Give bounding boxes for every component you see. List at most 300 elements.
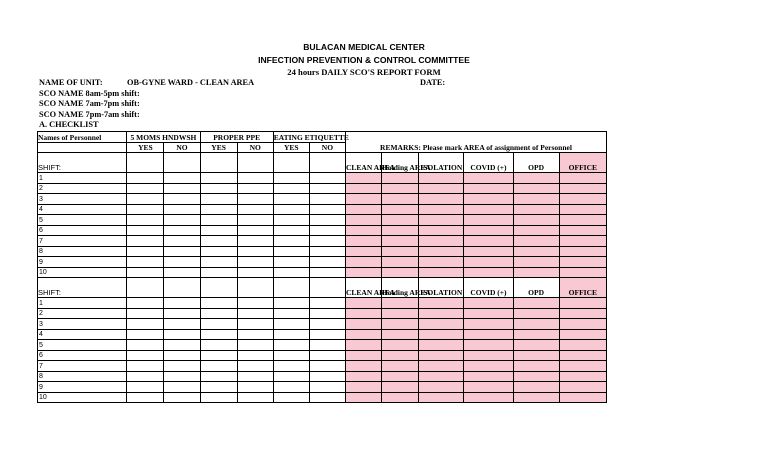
area-cell[interactable] [513,173,559,184]
area-cell[interactable] [513,392,559,403]
area-cell[interactable] [513,329,559,340]
check-cell[interactable] [200,246,237,257]
check-cell[interactable] [237,350,273,361]
area-cell[interactable] [382,371,419,382]
check-cell[interactable] [164,371,200,382]
area-cell[interactable] [382,267,419,278]
row-number[interactable]: 2 [38,308,127,319]
area-cell[interactable] [345,319,381,330]
check-cell[interactable] [309,392,345,403]
area-cell[interactable] [345,267,381,278]
check-cell[interactable] [309,350,345,361]
check-cell[interactable] [309,153,345,173]
area-cell[interactable] [382,382,419,393]
check-cell[interactable] [273,350,309,361]
committee-title: INFECTION PREVENTION & CONTROL COMMITTEE [258,55,470,65]
row-number[interactable]: 9 [38,257,127,268]
area-cell[interactable] [419,204,464,215]
row-number[interactable]: 2 [38,183,127,194]
area-header-5: OFFICE [559,153,606,173]
check-cell[interactable] [200,308,237,319]
check-cell[interactable] [237,183,273,194]
table-row [38,298,607,309]
check-cell[interactable] [127,392,164,403]
area-cell[interactable] [345,392,381,403]
check-cell[interactable] [127,173,164,184]
check-cell[interactable] [309,246,345,257]
area-cell[interactable] [559,319,606,330]
check-cell[interactable] [164,257,200,268]
area-cell[interactable] [419,308,464,319]
check-cell[interactable] [273,267,309,278]
area-cell[interactable] [464,183,513,194]
row-number[interactable]: 6 [38,225,127,236]
area-cell[interactable] [345,371,381,382]
check-cell[interactable] [164,329,200,340]
area-cell[interactable] [345,194,381,205]
area-cell[interactable] [464,329,513,340]
check-cell[interactable] [200,173,237,184]
area-cell[interactable] [559,236,606,247]
area-cell[interactable] [345,173,381,184]
check-cell[interactable] [309,204,345,215]
table-row [38,382,607,393]
area-cell[interactable] [382,350,419,361]
area-cell[interactable] [513,371,559,382]
area-cell[interactable] [382,257,419,268]
area-cell[interactable] [513,194,559,205]
shift-label: SHIFT: [38,278,127,298]
check-cell[interactable] [200,392,237,403]
check-cell[interactable] [309,361,345,372]
table-row [38,257,607,268]
check-cell[interactable] [127,278,164,298]
area-cell[interactable] [464,308,513,319]
sco-7pm-label: SCO NAME 7pm-7am shift: [39,110,140,119]
check-cell[interactable] [309,278,345,298]
check-cell[interactable] [309,215,345,226]
check-cell[interactable] [200,257,237,268]
check-cell[interactable] [273,225,309,236]
area-cell[interactable] [513,225,559,236]
check-cell[interactable] [164,278,200,298]
area-cell[interactable] [419,257,464,268]
check-cell[interactable] [237,319,273,330]
check-cell[interactable] [273,308,309,319]
row-number[interactable]: 9 [38,382,127,393]
check-cell[interactable] [309,267,345,278]
area-cell[interactable] [345,308,381,319]
date-label: DATE: [420,78,446,87]
check-cell[interactable] [127,371,164,382]
check-cell[interactable] [127,308,164,319]
check-cell[interactable] [164,361,200,372]
check-cell[interactable] [200,350,237,361]
area-cell[interactable] [382,361,419,372]
check-cell[interactable] [273,153,309,173]
area-cell[interactable] [382,204,419,215]
row-number[interactable]: 5 [38,215,127,226]
area-cell[interactable] [345,183,381,194]
area-cell[interactable] [559,183,606,194]
area-cell[interactable] [559,194,606,205]
check-cell[interactable] [164,194,200,205]
unit-value: OB-GYNE WARD - CLEAN AREA [127,78,255,87]
check-cell[interactable] [127,153,164,173]
area-cell[interactable] [559,267,606,278]
check-cell[interactable] [200,329,237,340]
area-cell[interactable] [345,236,381,247]
check-cell[interactable] [309,382,345,393]
area-cell[interactable] [419,350,464,361]
area-cell[interactable] [559,382,606,393]
area-cell[interactable] [513,319,559,330]
area-cell[interactable] [382,183,419,194]
area-cell[interactable] [345,246,381,257]
check-cell[interactable] [164,392,200,403]
row-number[interactable]: 4 [38,204,127,215]
area-cell[interactable] [382,236,419,247]
row-number[interactable]: 6 [38,350,127,361]
area-cell[interactable] [559,392,606,403]
check-cell[interactable] [273,382,309,393]
area-cell[interactable] [345,350,381,361]
check-cell[interactable] [164,308,200,319]
area-cell[interactable] [464,173,513,184]
area-cell[interactable] [513,298,559,309]
area-cell[interactable] [559,361,606,372]
table-row [38,173,607,184]
check-cell[interactable] [164,225,200,236]
area-cell[interactable] [382,246,419,257]
check-cell[interactable] [200,153,237,173]
row-number[interactable]: 1 [38,298,127,309]
area-header-1: Holding AREA [382,153,419,173]
row-number[interactable]: 3 [38,319,127,330]
check-cell[interactable] [237,329,273,340]
area-cell[interactable] [513,361,559,372]
check-cell[interactable] [127,194,164,205]
check-cell[interactable] [237,298,273,309]
area-cell[interactable] [559,340,606,351]
check-cell[interactable] [273,371,309,382]
check-cell[interactable] [164,382,200,393]
area-cell[interactable] [382,173,419,184]
area-cell[interactable] [382,215,419,226]
area-cell[interactable] [464,215,513,226]
area-cell[interactable] [559,371,606,382]
check-cell[interactable] [237,236,273,247]
area-cell[interactable] [464,361,513,372]
check-cell[interactable] [164,173,200,184]
area-cell[interactable] [559,257,606,268]
check-cell[interactable] [200,194,237,205]
area-cell[interactable] [464,371,513,382]
check-cell[interactable] [273,361,309,372]
area-cell[interactable] [464,340,513,351]
check-cell[interactable] [127,267,164,278]
check-cell[interactable] [127,215,164,226]
area-cell[interactable] [382,319,419,330]
area-cell[interactable] [464,225,513,236]
area-cell[interactable] [419,173,464,184]
check-cell[interactable] [273,246,309,257]
check-cell[interactable] [200,361,237,372]
check-cell[interactable] [309,194,345,205]
check-cell[interactable] [309,236,345,247]
check-cell[interactable] [200,298,237,309]
check-cell[interactable] [237,225,273,236]
table-row [38,392,607,403]
check-cell[interactable] [237,308,273,319]
check-cell[interactable] [127,340,164,351]
check-cell[interactable] [273,236,309,247]
area-cell[interactable] [513,308,559,319]
area-cell[interactable] [419,329,464,340]
check-cell[interactable] [237,267,273,278]
check-cell[interactable] [200,204,237,215]
area-cell[interactable] [464,267,513,278]
check-cell[interactable] [237,340,273,351]
check-cell[interactable] [273,257,309,268]
form-title: 24 hours DAILY SCO'S REPORT FORM [287,67,441,77]
area-cell[interactable] [513,350,559,361]
check-cell[interactable] [164,298,200,309]
check-cell[interactable] [237,278,273,298]
area-cell[interactable] [464,204,513,215]
area-cell[interactable] [419,183,464,194]
area-cell[interactable] [345,361,381,372]
row-number[interactable]: 4 [38,329,127,340]
area-cell[interactable] [464,319,513,330]
check-cell[interactable] [309,319,345,330]
check-cell[interactable] [200,183,237,194]
check-cell[interactable] [164,350,200,361]
check-cell[interactable] [273,194,309,205]
area-cell[interactable] [345,298,381,309]
area-cell[interactable] [419,361,464,372]
check-cell[interactable] [164,215,200,226]
area-cell[interactable] [382,298,419,309]
check-cell[interactable] [309,329,345,340]
area-cell[interactable] [513,215,559,226]
area-cell[interactable] [559,225,606,236]
area-cell[interactable] [513,236,559,247]
check-cell[interactable] [127,204,164,215]
check-cell[interactable] [164,204,200,215]
area-cell[interactable] [559,215,606,226]
area-cell[interactable] [345,204,381,215]
check-cell[interactable] [127,329,164,340]
area-cell[interactable] [559,329,606,340]
check-cell[interactable] [309,298,345,309]
check-cell[interactable] [200,267,237,278]
check-cell[interactable] [309,371,345,382]
row-number[interactable]: 3 [38,194,127,205]
area-cell[interactable] [419,382,464,393]
check-cell[interactable] [237,257,273,268]
row-number[interactable]: 1 [38,173,127,184]
check-cell[interactable] [127,257,164,268]
check-cell[interactable] [164,246,200,257]
area-cell[interactable] [464,257,513,268]
area-cell[interactable] [513,204,559,215]
area-cell[interactable] [419,236,464,247]
area-cell[interactable] [345,225,381,236]
area-cell[interactable] [513,183,559,194]
area-cell[interactable] [419,194,464,205]
check-cell[interactable] [127,298,164,309]
check-cell[interactable] [237,371,273,382]
area-cell[interactable] [419,225,464,236]
check-cell[interactable] [309,340,345,351]
area-cell[interactable] [559,204,606,215]
area-header-4: OPD [513,153,559,173]
check-cell[interactable] [309,308,345,319]
check-cell[interactable] [309,257,345,268]
check-cell[interactable] [127,350,164,361]
check-cell[interactable] [200,215,237,226]
check-cell[interactable] [237,194,273,205]
area-cell[interactable] [382,329,419,340]
area-cell[interactable] [513,267,559,278]
check-cell[interactable] [164,319,200,330]
check-cell[interactable] [273,278,309,298]
area-cell[interactable] [464,350,513,361]
check-cell[interactable] [164,153,200,173]
area-cell[interactable] [345,215,381,226]
check-cell[interactable] [273,340,309,351]
check-cell[interactable] [237,153,273,173]
area-cell[interactable] [513,340,559,351]
check-cell[interactable] [200,319,237,330]
check-cell[interactable] [164,340,200,351]
check-cell[interactable] [237,361,273,372]
check-cell[interactable] [273,183,309,194]
area-cell[interactable] [382,308,419,319]
check-cell[interactable] [237,204,273,215]
check-cell[interactable] [237,392,273,403]
area-header-2: ISOLATION [419,278,464,298]
area-cell[interactable] [464,246,513,257]
check-cell[interactable] [200,236,237,247]
area-header-row [38,278,607,298]
area-header-5: OFFICE [559,278,606,298]
check-cell[interactable] [273,173,309,184]
check-cell[interactable] [200,278,237,298]
area-cell[interactable] [419,298,464,309]
area-cell[interactable] [382,194,419,205]
check-cell[interactable] [273,319,309,330]
check-cell[interactable] [273,298,309,309]
check-cell[interactable] [200,371,237,382]
check-cell[interactable] [273,329,309,340]
check-cell[interactable] [237,215,273,226]
table-row [38,246,607,257]
check-cell[interactable] [127,382,164,393]
check-cell[interactable] [164,183,200,194]
area-cell[interactable] [559,173,606,184]
area-cell[interactable] [419,392,464,403]
area-cell[interactable] [419,267,464,278]
check-cell[interactable] [273,392,309,403]
check-cell[interactable] [273,215,309,226]
row-number[interactable]: 7 [38,361,127,372]
row-number[interactable]: 8 [38,246,127,257]
table-row [38,371,607,382]
area-cell[interactable] [513,246,559,257]
area-cell[interactable] [345,257,381,268]
check-cell[interactable] [127,225,164,236]
area-cell[interactable] [464,194,513,205]
area-cell[interactable] [464,392,513,403]
table-row [38,204,607,215]
shift-label: SHIFT: [38,153,127,173]
check-cell[interactable] [164,236,200,247]
names-header-cont [38,142,127,153]
area-cell[interactable] [464,382,513,393]
table-row [38,340,607,351]
area-cell[interactable] [345,329,381,340]
check-cell[interactable] [127,183,164,194]
row-number[interactable]: 8 [38,371,127,382]
table-row [38,361,607,372]
area-cell[interactable] [559,298,606,309]
check-cell[interactable] [309,225,345,236]
area-cell[interactable] [345,340,381,351]
check-cell[interactable] [309,183,345,194]
row-number[interactable]: 7 [38,236,127,247]
area-cell[interactable] [419,215,464,226]
area-cell[interactable] [513,382,559,393]
area-cell[interactable] [513,257,559,268]
check-cell[interactable] [273,204,309,215]
area-cell[interactable] [382,340,419,351]
check-cell[interactable] [127,236,164,247]
area-cell[interactable] [559,308,606,319]
checklist-table [37,131,607,403]
check-cell[interactable] [200,340,237,351]
check-cell[interactable] [127,319,164,330]
area-cell[interactable] [419,340,464,351]
check-cell[interactable] [309,173,345,184]
sco-8am-label: SCO NAME 8am-5pm shift: [39,89,140,98]
area-header-4: OPD [513,278,559,298]
row-number[interactable]: 5 [38,340,127,351]
check-cell[interactable] [164,267,200,278]
check-cell[interactable] [127,246,164,257]
area-cell[interactable] [419,371,464,382]
check-cell[interactable] [200,382,237,393]
check-cell[interactable] [237,173,273,184]
check-cell[interactable] [237,382,273,393]
area-cell[interactable] [559,246,606,257]
area-cell[interactable] [419,319,464,330]
area-cell[interactable] [345,382,381,393]
area-cell[interactable] [559,350,606,361]
row-number[interactable]: 10 [38,267,127,278]
check-cell[interactable] [127,361,164,372]
group-handwash-header: 5 MOMS HNDWSH [127,132,200,143]
area-cell[interactable] [464,298,513,309]
area-cell[interactable] [382,225,419,236]
row-number[interactable]: 10 [38,392,127,403]
check-cell[interactable] [237,246,273,257]
area-cell[interactable] [419,246,464,257]
check-cell[interactable] [200,225,237,236]
area-cell[interactable] [382,392,419,403]
area-cell[interactable] [464,236,513,247]
